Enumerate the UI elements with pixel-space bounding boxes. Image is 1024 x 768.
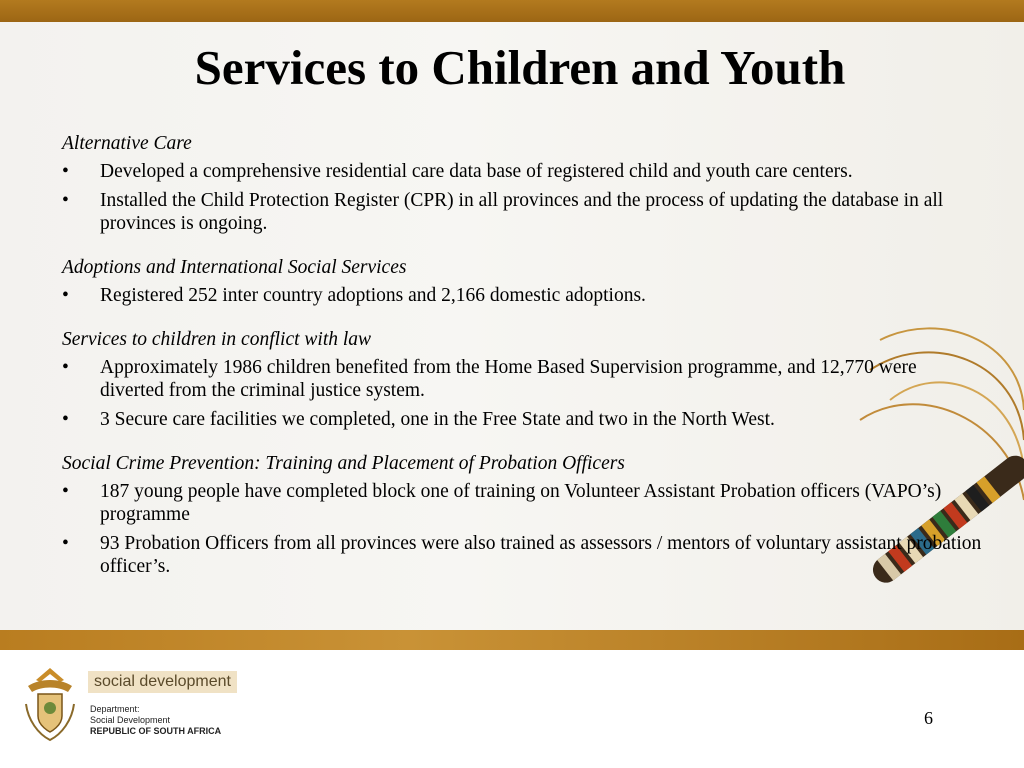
coat-of-arms-icon — [20, 664, 80, 744]
department-label — [90, 704, 221, 737]
section-adoptions — [62, 256, 982, 307]
section-crime-prevention — [62, 452, 982, 578]
dept-line: Department: — [90, 704, 140, 714]
brand-name: social development — [88, 671, 237, 693]
bottom-decorative-band — [0, 630, 1024, 650]
bullet-item: • Approximately 1986 children benefited from the Home Based Supervision programme, and 12,770 were diverted from the criminal justice system. — [62, 356, 982, 402]
bullet-list — [62, 356, 982, 431]
section-conflict-with-law — [62, 328, 982, 431]
bullet-item: • 187 young people have completed block one of training on Volunteer Assistant Probation officers (VAPO’s) programme — [62, 480, 982, 526]
bullet-item: • Installed the Child Protection Register (CPR) in all provinces and the process of updating the database in all provinces is ongoing. — [62, 189, 982, 235]
section-heading: Social Crime Prevention: Training and Placement of Probation Officers — [62, 453, 625, 474]
bullet-item: • Registered 252 inter country adoptions and 2,166 domestic adoptions. — [62, 284, 982, 307]
section-heading: Adoptions and International Social Services — [62, 257, 407, 278]
bullet-list — [62, 160, 982, 235]
bullet-item: • Developed a comprehensive residential care data base of registered child and youth care centers. — [62, 160, 982, 183]
top-decorative-band — [0, 0, 1024, 22]
dept-line: Social Development — [90, 715, 171, 725]
dept-line: REPUBLIC OF SOUTH AFRICA — [90, 726, 222, 736]
slide-title: Services to Children and Youth — [194, 40, 846, 95]
bullet-list — [62, 480, 982, 578]
section-heading: Alternative Care — [62, 133, 192, 154]
section-heading: Services to children in conflict with law — [62, 329, 372, 350]
slide-content — [62, 132, 982, 599]
bullet-item: • 3 Secure care facilities we completed, one in the Free State and two in the North West. — [62, 408, 982, 431]
bullet-list — [62, 284, 982, 307]
bullet-item: • 93 Probation Officers from all provinces were also trained as assessors / mentors of voluntary assistant probation officer’s. — [62, 532, 982, 578]
page-number: 6 — [924, 708, 933, 728]
section-alternative-care — [62, 132, 982, 235]
